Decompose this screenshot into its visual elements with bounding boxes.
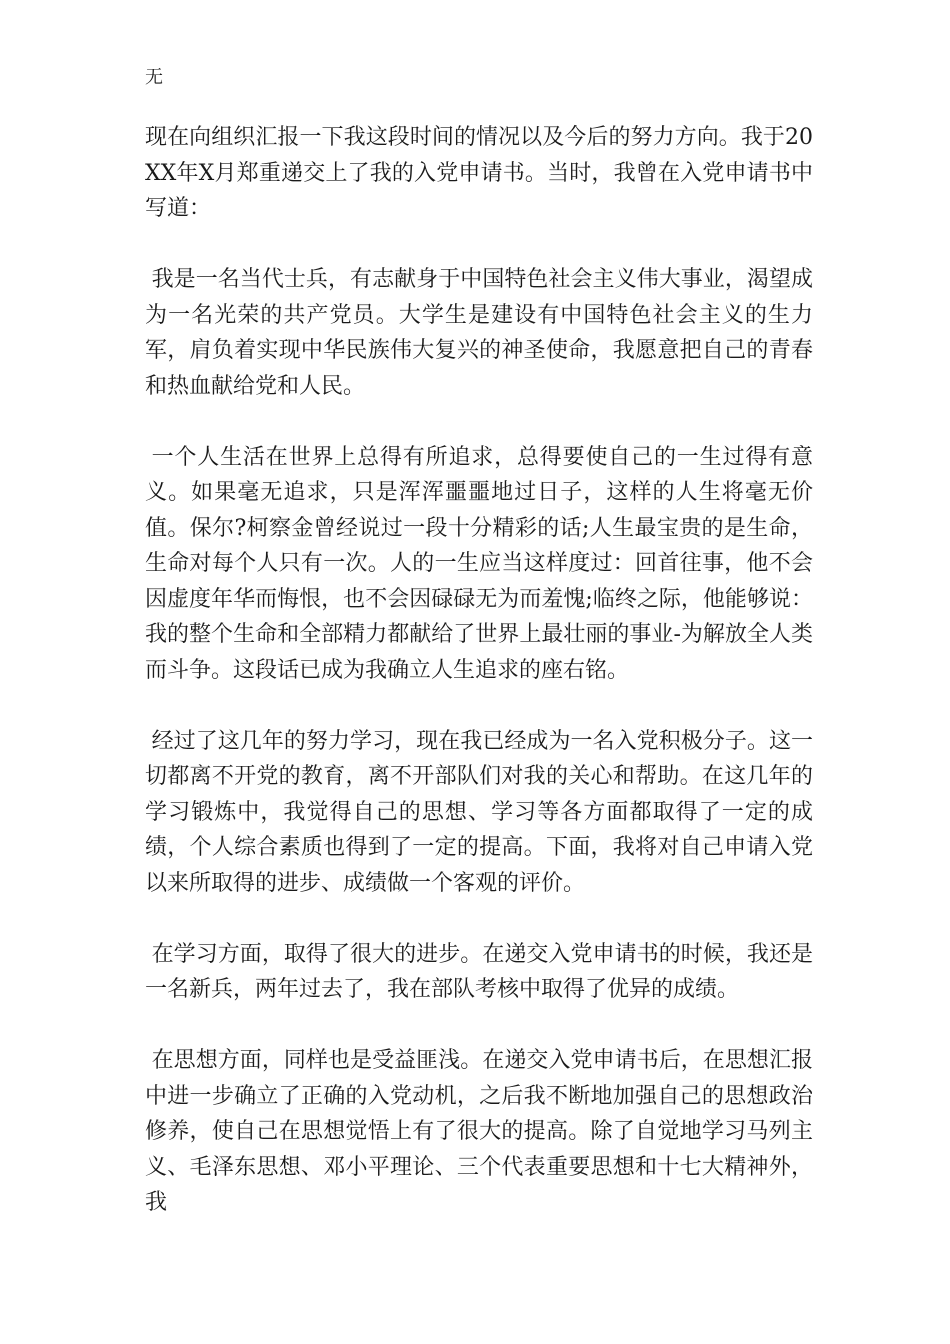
paragraph-intro: 现在向组织汇报一下我这段时间的情况以及今后的努力方向。我于20XX年X月郑重递交上了我的入党申请书。当时，我曾在入党申请书中写道： [145,125,813,221]
paragraph-soldier: 我是一名当代士兵，有志献身于中国特色社会主义伟大事业，渴望成为一名光荣的共产党员。大学生是建设有中国特色社会主义的生力军，肩负着实现中华民族伟大复兴的神圣使命，我愿意把自己的青春和热血献给党和人民。 [145,267,813,399]
paragraph-thought: 在思想方面，同样也是受益匪浅。在递交入党申请书后，在思想汇报中进一步确立了正确的入党动机，之后我不断地加强自己的思想政治修养，使自己在思想觉悟上有了很大的提高。除了自觉地学习马列主义、毛泽东思想、邓小平理论、三个代表重要思想和十七大精神外，我 [145,1048,813,1215]
paragraph-study: 在学习方面，取得了很大的进步。在递交入党申请书的时候，我还是一名新兵，两年过去了，我在部队考核中取得了优异的成绩。 [145,941,813,1002]
paragraph-progress: 经过了这几年的努力学习，现在我已经成为一名入党积极分子。这一切都离不开党的教育，离不开部队们对我的关心和帮助。在这几年的学习锻炼中，我觉得自己的思想、学习等各方面都取得了一定的成绩，个人综合素质也得到了一定的提高。下面，我将对自己申请入党以来所取得的进步、成绩做一个客观的评价。 [145,728,813,896]
document-body [145,120,813,1256]
paragraph-pursuit: 一个人生活在世界上总得有所追求，总得要使自己的一生过得有意义。如果毫无追求，只是浑浑噩噩地过日子，这样的人生将毫无价值。保尔?柯察金曾经说过一段十分精彩的话;人生最宝贵的是生命，生命对每个人只有一次。人的一生应当这样度过：回首往事，他不会因虚度年华而悔恨，也不会因碌碌无为而羞愧;临终之际，他能够说：我的整个生命和全部精力都献给了世界上最壮丽的事业-为解放全人类而斗争。这段话已成为我确立人生追求的座右铭。 [145,444,813,683]
header-mark: 无 [145,67,163,88]
